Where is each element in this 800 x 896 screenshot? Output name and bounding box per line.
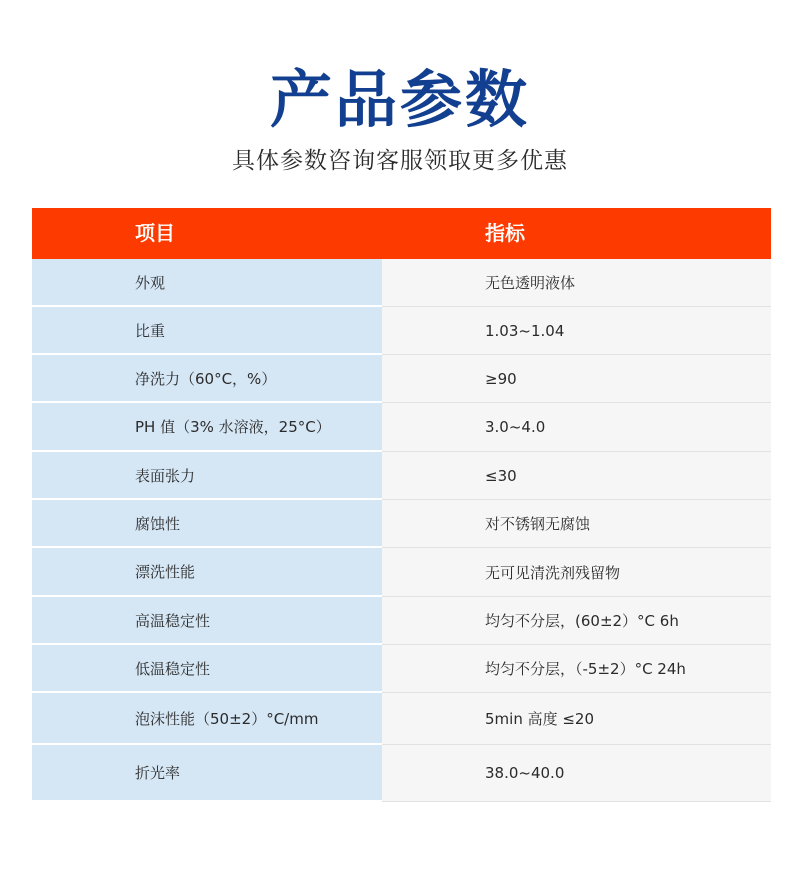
- table-row: [32, 548, 771, 597]
- table-row: [32, 745, 771, 802]
- row-item-cell: 比重: [32, 307, 382, 355]
- row-value-cell: ≥90: [382, 355, 771, 403]
- row-value-cell: 38.0~40.0: [382, 745, 771, 802]
- row-value-cell: 5min 高度 ≤20: [382, 693, 771, 745]
- table-row: [32, 259, 771, 307]
- row-value-cell: 无色透明液体: [382, 259, 771, 307]
- row-value-cell: 3.0~4.0: [382, 403, 771, 452]
- row-value-cell: 对不锈钢无腐蚀: [382, 500, 771, 548]
- table-row: [32, 645, 771, 693]
- table-header: [32, 208, 771, 259]
- row-item-cell: 折光率: [32, 745, 382, 802]
- row-item-cell: 高温稳定性: [32, 597, 382, 645]
- column-header-item: 项目: [135, 221, 175, 245]
- table-row: [32, 307, 771, 355]
- row-item-cell: 漂洗性能: [32, 548, 382, 597]
- row-item-cell: 腐蚀性: [32, 500, 382, 548]
- table-row: [32, 597, 771, 645]
- parameters-table: [32, 208, 771, 802]
- row-item-cell: PH 值（3% 水溶液，25°C）: [32, 403, 382, 452]
- row-item-cell: 净洗力（60°C，%）: [32, 355, 382, 403]
- table-row: [32, 500, 771, 548]
- page-title: 产品参数: [269, 63, 530, 136]
- row-item-cell: 表面张力: [32, 452, 382, 500]
- row-value-cell: 均匀不分层，(60±2）°C 6h: [382, 597, 771, 645]
- table-row: [32, 693, 771, 745]
- row-item-cell: 外观: [32, 259, 382, 307]
- page-subtitle: 具体参数咨询客服领取更多优惠: [232, 148, 568, 174]
- row-item-cell: 低温稳定性: [32, 645, 382, 693]
- table-row: [32, 355, 771, 403]
- table-row: [32, 452, 771, 500]
- row-value-cell: 1.03~1.04: [382, 307, 771, 355]
- column-header-spec: 指标: [485, 221, 525, 245]
- row-value-cell: 无可见清洗剂残留物: [382, 548, 771, 597]
- row-item-cell: 泡沫性能（50±2）°C/mm: [32, 693, 382, 745]
- row-value-cell: ≤30: [382, 452, 771, 500]
- table-row: [32, 403, 771, 452]
- row-value-cell: 均匀不分层，（-5±2）°C 24h: [382, 645, 771, 693]
